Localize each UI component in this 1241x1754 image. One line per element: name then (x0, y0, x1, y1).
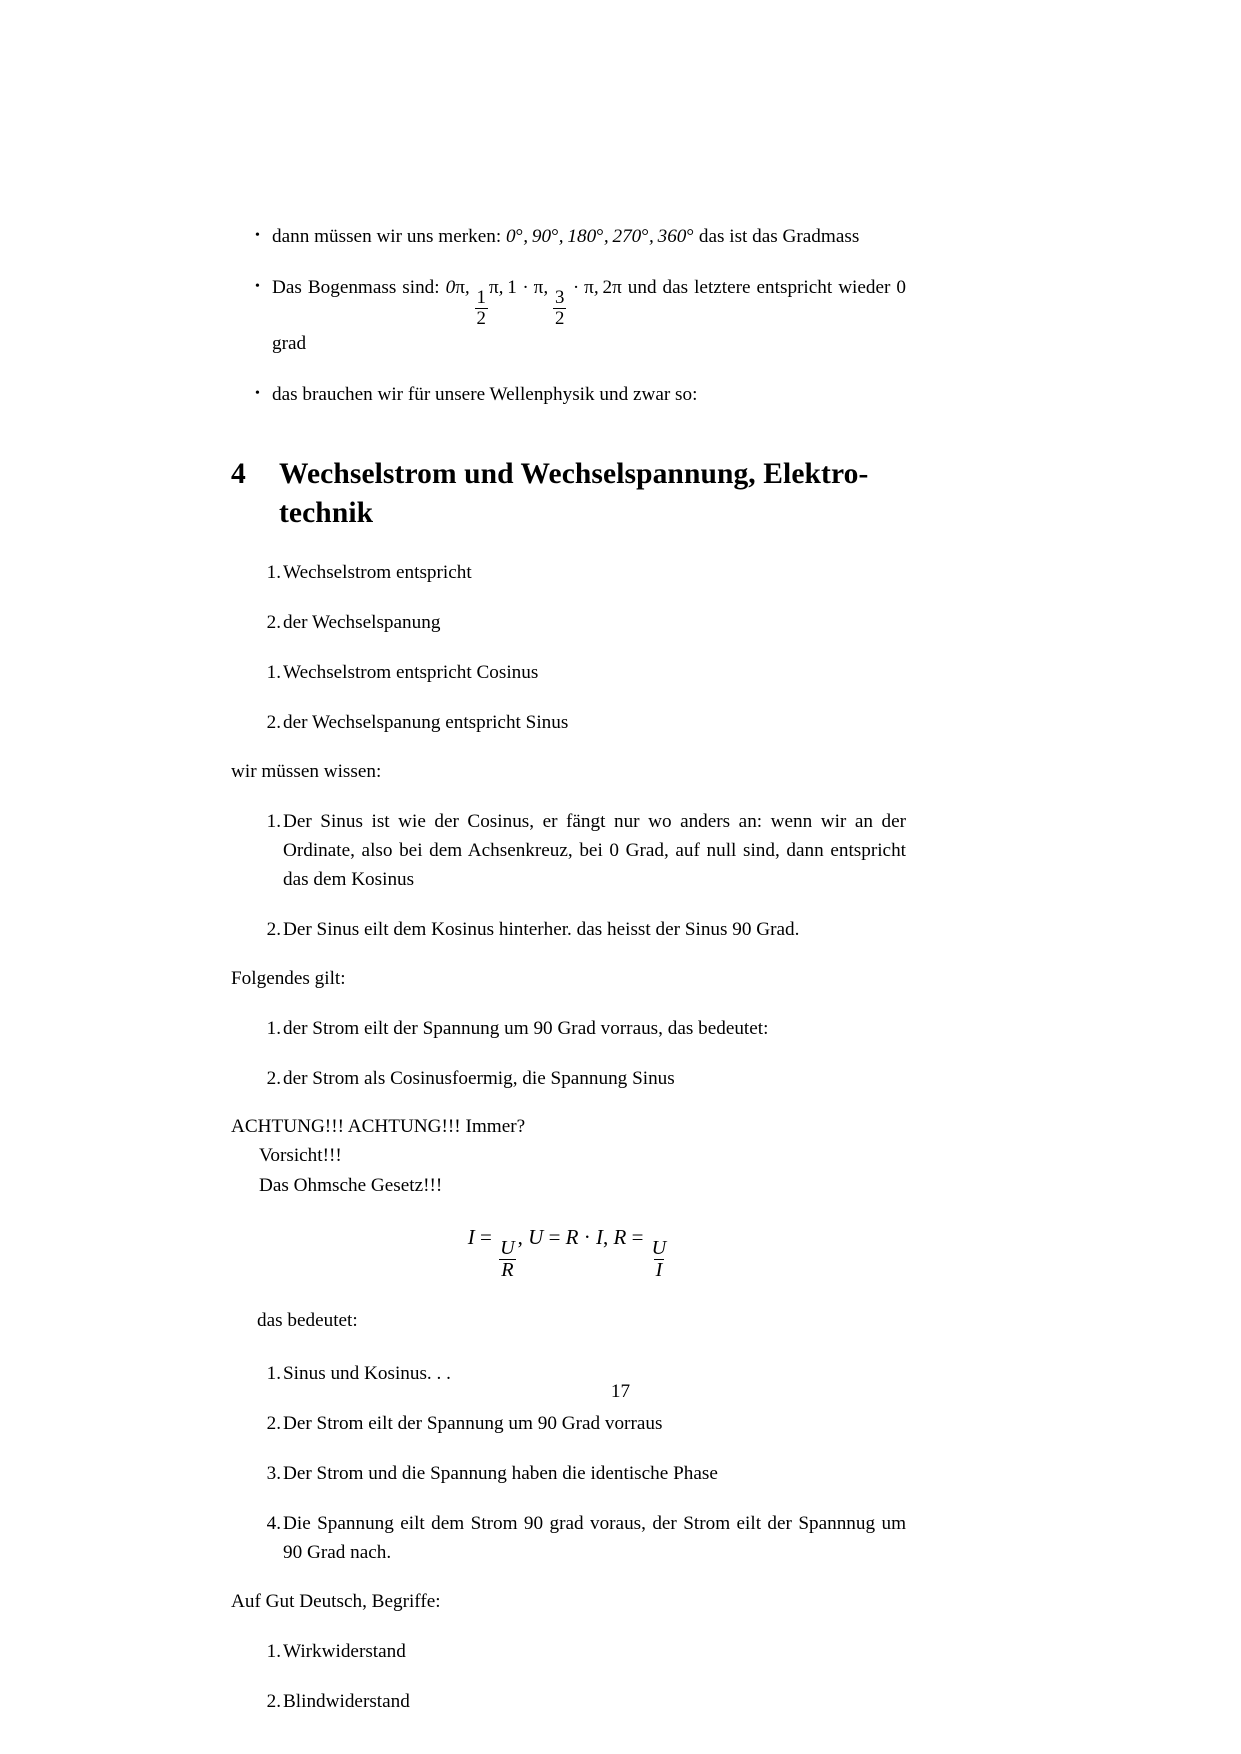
list-item (231, 222, 906, 251)
section-heading (231, 455, 906, 532)
list-item-text: Wechselstrom entspricht (283, 561, 472, 583)
list-marker: 1. (266, 810, 281, 832)
comma-2: , (603, 1224, 609, 1249)
achtung-line-2: Vorsicht!!! (259, 1145, 342, 1167)
list-item (231, 273, 906, 358)
equals-sign: = (480, 1224, 492, 1249)
list-item-text: der Strom als Cosinusfoermig, die Spannung Sinus (283, 1067, 675, 1089)
enumerate-list-a (231, 558, 906, 637)
intro-auf-gut-deutsch: Auf Gut Deutsch, Begriffe: (231, 1590, 441, 1612)
item-text-before: Das Bogenmass sind: (272, 277, 446, 299)
intro-folgendes-gilt: Folgendes gilt: (231, 967, 346, 989)
equation-content (467, 1224, 669, 1282)
symbol-R-denom: R (501, 1259, 514, 1282)
list-item-text: der Strom eilt der Spannung um 90 Grad vorraus, das bedeutet: (283, 1017, 769, 1039)
achtung-line-1: ACHTUNG!!! ACHTUNG!!! Immer? (231, 1116, 526, 1138)
list-item (231, 708, 906, 737)
list-marker: 1. (266, 1017, 281, 1039)
list-item-text: Der Sinus eilt dem Kosinus hinterher. das heisst der Sinus 90 Grad. (283, 919, 800, 941)
enumerate-list-c (231, 807, 906, 945)
section-title-line2: technik (279, 496, 374, 529)
symbol-U: U (528, 1224, 544, 1249)
item-text-after: und das letztere entspricht wieder 0 grad (272, 277, 906, 354)
list-item (231, 380, 906, 409)
list-item (231, 807, 906, 895)
list-item-text: Die Spannung eilt dem Strom 90 grad voraus, der Strom eilt der Spannnug um 90 Grad nach. (283, 1513, 906, 1564)
top-itemize-list (231, 222, 906, 409)
list-item (231, 558, 906, 587)
list-item (231, 608, 906, 637)
symbol-I: I (467, 1224, 475, 1249)
list-item (231, 1687, 906, 1716)
list-item-text: Der Strom und die Spannung haben die identische Phase (283, 1463, 718, 1485)
item-text-before: dann müssen wir uns merken: (272, 226, 506, 247)
list-item (231, 658, 906, 687)
bogenmass-math: 0π, $\frac{1}{2}$ π, 1 · π, $\frac{3}{2}$ · π, 2π (445, 277, 622, 329)
list-marker: 1. (266, 662, 281, 684)
list-item (231, 1637, 906, 1666)
list-item-text: Sinus und Kosinus. . . (283, 1362, 451, 1384)
list-marker: 1. (266, 1640, 281, 1662)
das-bedeutet-line: das bedeutet: (257, 1309, 358, 1331)
list-marker: 2. (266, 712, 281, 734)
list-item-text: Wechselstrom entspricht Cosinus (283, 662, 539, 684)
list-item-text: der Wechselspanung entspricht Sinus (283, 712, 569, 734)
equals-sign-3: = (631, 1224, 644, 1249)
bullet-icon: • (255, 228, 260, 243)
list-item (231, 1014, 906, 1043)
list-marker: 2. (266, 1412, 281, 1434)
symbol-U-numer-2: U (651, 1236, 667, 1259)
symbol-U-numer: U (500, 1236, 515, 1259)
achtung-line-3: Das Ohmsche Gesetz!!! (259, 1174, 443, 1196)
list-marker: 2. (266, 919, 281, 941)
achtung-block (231, 1112, 906, 1200)
list-item-text: Blindwiderstand (283, 1691, 410, 1713)
list-item-text: Der Sinus ist wie der Cosinus, er fängt nur wo anders an: wenn wir an der Ordinate, also bei dem Achsenkreuz, bei 0 Grad, auf null sind, dann entspricht das dem Kosinus (283, 810, 906, 891)
section-number: 4 (231, 458, 246, 491)
symbol-R: R (565, 1224, 579, 1249)
page-text-body (231, 222, 906, 1716)
enumerate-list-f (231, 1637, 906, 1716)
cdot-operator: · (583, 1224, 591, 1249)
item-text-after: das ist das Gradmass (694, 226, 860, 247)
comma-1: , (517, 1224, 523, 1249)
list-marker: 3. (266, 1463, 281, 1485)
section-title-line1: Wechselstrom und Wechselspannung, Elektro- (279, 458, 869, 491)
list-item-text: Der Strom eilt der Spannung um 90 Grad vorraus (283, 1412, 663, 1434)
list-item-text (272, 226, 859, 247)
list-item (231, 1064, 906, 1093)
list-item (231, 1509, 906, 1567)
list-marker: 1. (266, 1362, 281, 1384)
list-item-text (272, 277, 906, 354)
list-marker: 4. (266, 1513, 281, 1535)
symbol-I-2: I (596, 1224, 603, 1249)
enumerate-list-d (231, 1014, 906, 1093)
list-item (231, 915, 906, 944)
symbol-I-denom: I (655, 1259, 663, 1282)
enumerate-list-b (231, 658, 906, 737)
list-item-text: Wirkwiderstand (283, 1640, 406, 1662)
list-marker: 2. (266, 612, 281, 634)
degrees-math: 0°, 90°, 180°, 270°, 360° (505, 226, 695, 247)
list-marker: 2. (266, 1067, 281, 1089)
bullet-icon: • (255, 386, 260, 402)
list-item-text: das brauchen wir für unsere Wellenphysik und zwar so: (272, 384, 698, 406)
symbol-R-2: R (613, 1224, 627, 1249)
list-marker: 2. (266, 1691, 281, 1713)
list-item-text: der Wechselspanung (283, 612, 441, 634)
list-marker: 1. (266, 561, 281, 583)
page-number: 17 (610, 1381, 631, 1402)
ohm-law-equation (231, 1226, 906, 1282)
list-item (231, 1409, 906, 1438)
equals-sign-2: = (548, 1224, 561, 1249)
list-item (231, 1459, 906, 1488)
intro-wir-muessen-wissen: wir müssen wissen: (231, 760, 382, 782)
section-title (279, 455, 906, 532)
bullet-icon: • (255, 279, 260, 295)
